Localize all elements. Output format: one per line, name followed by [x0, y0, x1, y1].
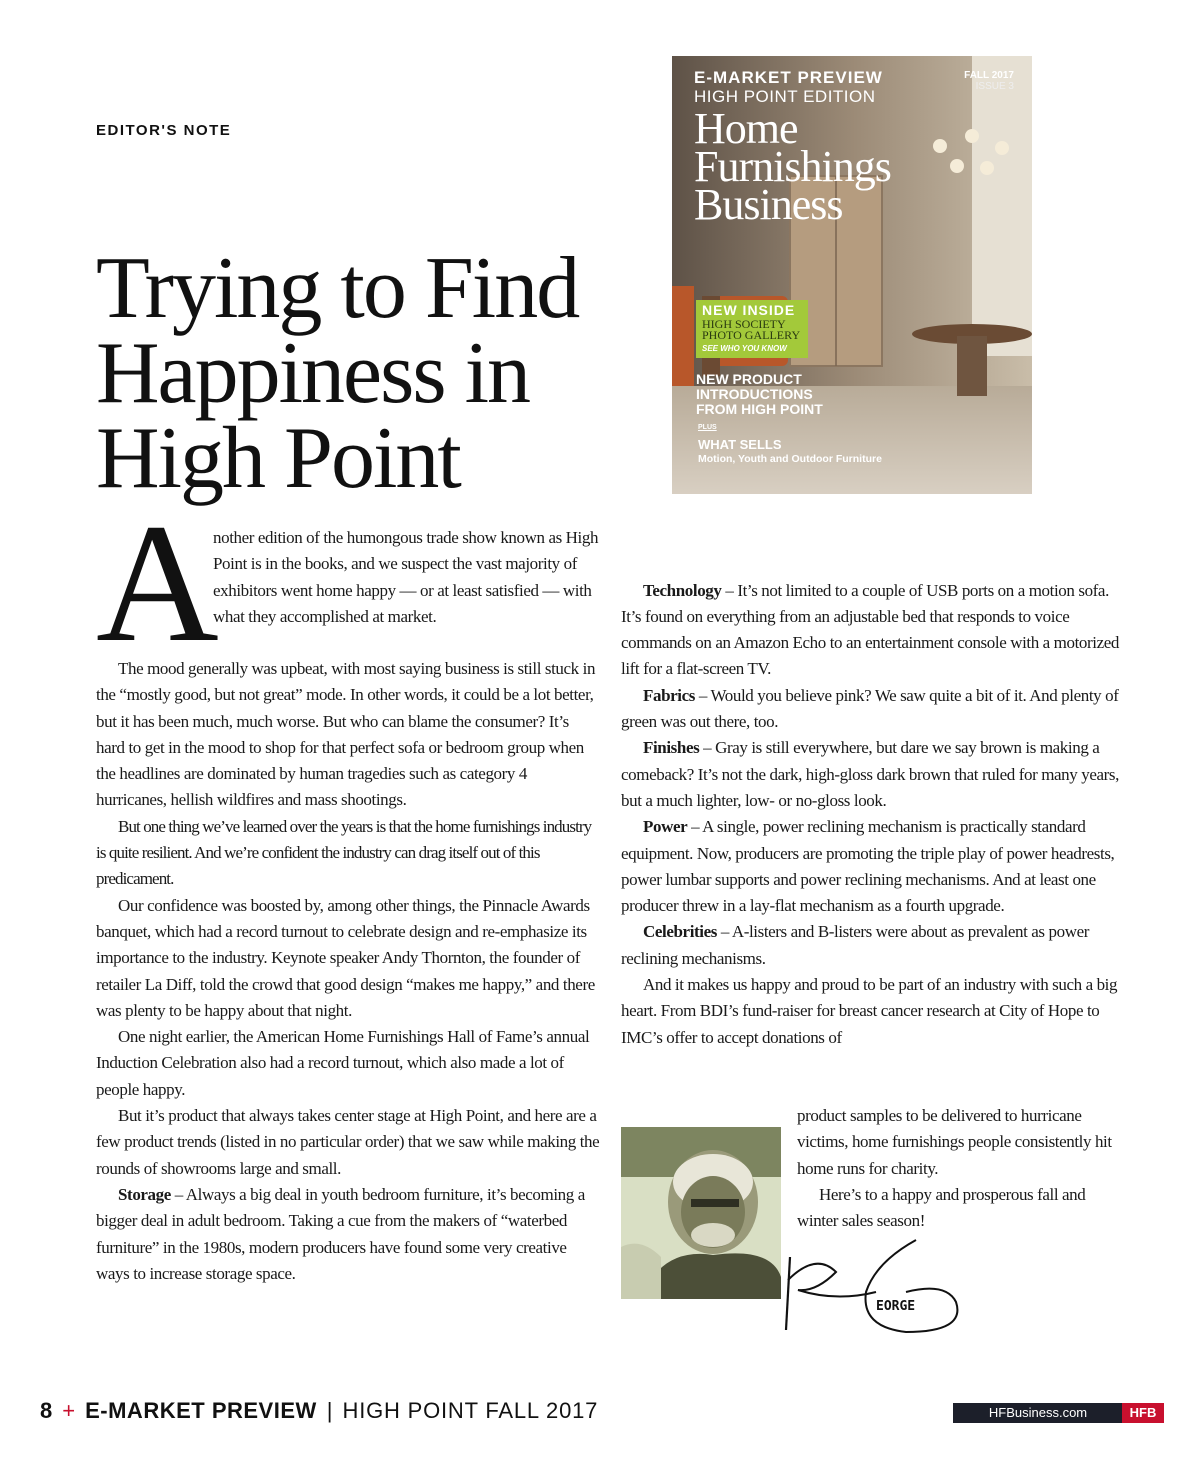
author-portrait [621, 1127, 781, 1299]
trend-text: – A-listers and B-listers were about as prevalent as power reclining mechanisms. [621, 922, 1089, 968]
paragraph: But it’s product that always takes center stage at High Point, and here are a few product trends (listed in no particular order) that we saw while making the rounds of showrooms large and small. [96, 1106, 600, 1178]
cover-new-inside-box [696, 300, 808, 358]
cover-plus: PLUS [698, 424, 717, 431]
footer-separator: | [326, 1398, 333, 1423]
trend-text: – Gray is still everywhere, but dare we say brown is making a comeback? It’s not the dark, high-gloss dark brown that ruled for many years, but a much lighter, low- or no-gloss look. [621, 738, 1119, 810]
cover-date [964, 70, 1014, 92]
signature [776, 1232, 976, 1342]
body-column-right-text [621, 525, 1126, 1051]
trend-text: – A single, power reclining mechanism is practically standard equipment. Now, producers are promoting the triple play of power headrests, power lumbar supports and power reclining mechanisms. And at least one producer threw in a lay-flat mechanism as a fourth upgrade. [621, 817, 1115, 916]
trend-text: – Always a big deal in youth bedroom furniture, it’s becoming a bigger deal in adult bedroom. Taking a cue from the makers of “waterbed furniture” in the 1980s, modern producers have found some very creative ways to increase storage space. [96, 1184, 585, 1283]
cover-edition: HIGH POINT EDITION [694, 87, 876, 106]
brand-tag: HFB [1122, 1403, 1164, 1423]
cover-gallery-line: HIGH SOCIETY [702, 317, 786, 331]
trend-label: Technology [643, 580, 722, 600]
paragraph: Our confidence was boosted by, among other things, the Pinnacle Awards banquet, which had a record turnout to celebrate design and re-emphasize its importance to the industry. Keynote speaker Andy Thornton, the founder of retailer La Diff, told the crowd that good design “makes me happy,” and there was plenty to be happy about that night. [96, 895, 595, 1020]
cover-npi-line: INTRODUCTIONS [696, 386, 813, 402]
portrait-image [621, 1127, 781, 1299]
cover-title-line: Business [694, 180, 843, 229]
trend-text: – It’s not limited to a couple of USB ports on a motion sofa. It’s found on everything from an adjustable bed that responds to voice commands on an Amazon Echo to an entertainment console with a motorized lift for a flat-screen TV. [621, 580, 1119, 679]
cover-new-inside: NEW INSIDE [702, 302, 796, 318]
paragraph: But one thing we’ve learned over the years is that the home furnishings industry is quite resilient. And we’re confident the industry can drag itself out of this predicament. [96, 816, 592, 889]
plus-icon: + [62, 1398, 76, 1423]
trend-label: Power [643, 817, 688, 837]
drop-cap: A [96, 489, 219, 677]
trend-label: Fabrics [643, 685, 695, 705]
paragraph: product samples to be delivered to hurricane victims, home furnishings people consistently hit home runs for charity. [797, 1106, 1112, 1178]
body-column-left [96, 656, 601, 1287]
cover-title-line: Home [694, 104, 798, 153]
trend-label: Storage [118, 1184, 171, 1204]
paragraph-power [621, 814, 1126, 919]
headline: Trying to Find Happiness in High Point [96, 240, 579, 507]
magazine-cover [672, 56, 1032, 494]
paragraph: nother edition of the humongous trade show known as High Point is in the books, and we suspect the vast majority of exhibitors went home happy — or at least satisfied — with what they accomplished at market. [213, 528, 599, 626]
cover-npi-line: FROM HIGH POINT [696, 401, 823, 417]
paragraph-technology [621, 578, 1126, 683]
cover-title-line: Furnishings [694, 142, 891, 191]
cover-what-sells-sub: Motion, Youth and Outdoor Furniture [698, 453, 882, 465]
cover-title [694, 104, 891, 229]
cover-season: FALL 2017 [964, 70, 1014, 81]
cover-see-who: SEE WHO YOU KNOW [702, 344, 787, 353]
cover-npi-line: NEW PRODUCT [696, 371, 802, 387]
signature-text: EORGE [876, 1299, 916, 1314]
paragraph-celebrities [621, 919, 1126, 972]
cover-what-sells: WHAT SELLS [698, 437, 782, 452]
trend-text: – Would you believe pink? We saw quite a bit of it. And plenty of green was out there, too. [621, 685, 1119, 732]
paragraph: And it makes us happy and proud to be part of an industry with such a big heart. From BDI’s fund-raiser for breast cancer research at City of Hope to IMC’s offer to accept donations of [621, 975, 1118, 1047]
paragraph: One night earlier, the American Home Furnishings Hall of Fame’s annual Induction Celebration also had a record turnout, which also made a lot of people happy. [96, 1027, 590, 1099]
footer-edition: HIGH POINT FALL 2017 [342, 1398, 599, 1423]
trend-label: Finishes [643, 738, 700, 758]
site-link[interactable]: HFBusiness.com [988, 1405, 1088, 1420]
body-intro [213, 525, 603, 630]
page-number: 8 [40, 1398, 53, 1423]
cover-issue: ISSUE 3 [975, 81, 1014, 92]
cover-gallery [702, 319, 800, 341]
cover-gallery-line: PHOTO GALLERY [702, 328, 801, 342]
site-bar [953, 1403, 1164, 1423]
paragraph-finishes [621, 735, 1126, 814]
footer-publication: E-MARKET PREVIEW [85, 1398, 317, 1423]
paragraph: The mood generally was upbeat, with most saying business is still stuck in the “mostly good, but not great” mode. In other words, it could be a lot better, but it has been much, much worse. But who can blame the consumer? It’s hard to get in the mood to shop for that perfect sofa or bedroom group when the headlines are dominated by human tragedies such as category 4 hurricanes, hellish wildfires and mass shootings. [96, 659, 596, 810]
paragraph-storage [96, 1182, 601, 1287]
body-column-right-end [797, 1103, 1127, 1234]
page-footer [40, 1398, 598, 1424]
section-label: EDITOR'S NOTE [96, 122, 232, 139]
cover-new-products [696, 372, 823, 417]
cover-publication: E-MARKET PREVIEW [694, 68, 883, 87]
trend-label: Celebrities [643, 922, 717, 942]
paragraph-closing: Here’s to a happy and prosperous fall and winter sales season! [797, 1184, 1086, 1231]
paragraph-fabrics [621, 683, 1126, 736]
